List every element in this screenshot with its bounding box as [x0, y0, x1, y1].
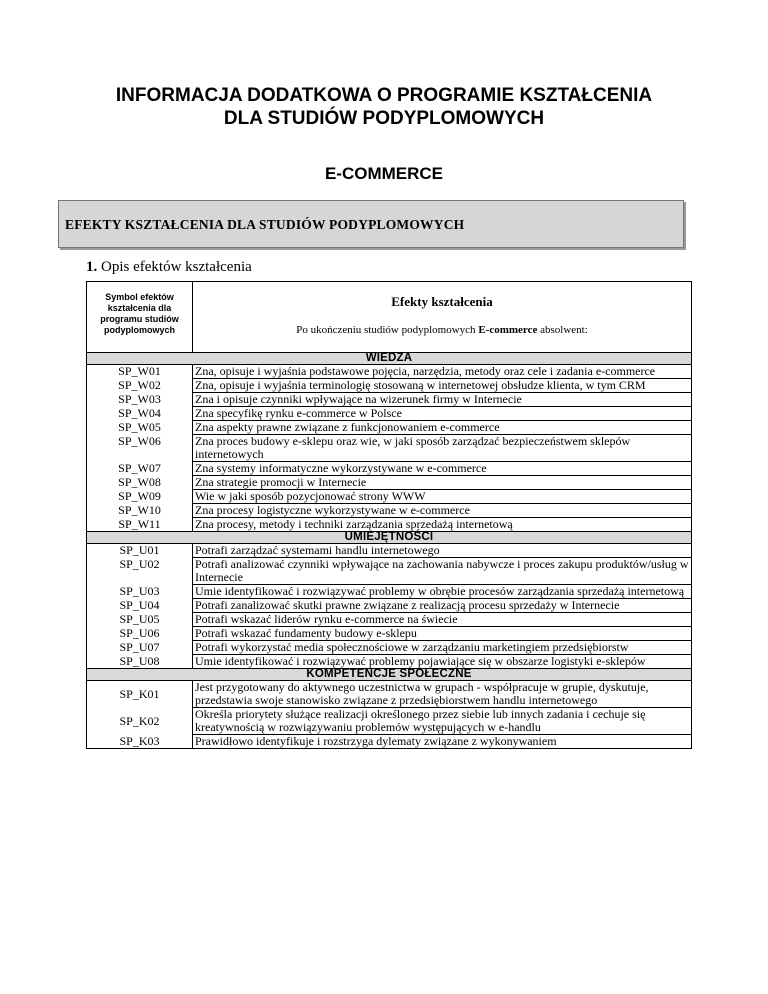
outcome-code: SP_U03	[87, 585, 193, 599]
outcome-description: Potrafi analizować czynniki wpływające na zachowania nabywcze i proces zakupu produktów/usług w Internecie	[193, 558, 692, 585]
header-symbol-cell: Symbol efektów kształcenia dla programu studiów podyplomowych	[87, 282, 193, 353]
outcome-code: SP_U01	[87, 544, 193, 558]
document-title	[0, 84, 768, 130]
outcome-code: SP_U06	[87, 627, 193, 641]
table-row	[87, 735, 692, 749]
outcome-description: Zna, opisuje i wyjaśnia podstawowe pojęcia, narzędzia, metody oraz cele i zadania e-commerce	[193, 365, 692, 379]
table-row	[87, 476, 692, 490]
category-row-wiedza	[87, 353, 692, 365]
outcome-description: Zna strategie promocji w Internecie	[193, 476, 692, 490]
outcome-description: Potrafi zanalizować skutki prawne związane z realizacją procesu sprzedaży w Internecie	[193, 599, 692, 613]
outcome-description: Prawidłowo identyfikuje i rozstrzyga dylematy związane z wykonywaniem	[193, 735, 692, 749]
table-row	[87, 393, 692, 407]
section-label	[86, 259, 252, 276]
outcome-code: SP_U07	[87, 641, 193, 655]
outcome-code: SP_W10	[87, 504, 193, 518]
title-line-2: DLA STUDIÓW PODYPLOMOWYCH	[223, 108, 545, 129]
table-row	[87, 407, 692, 421]
table-row	[87, 585, 692, 599]
header-outcomes-subtitle: Po ukończeniu studiów podyplomowych E-commerce absolwent:	[296, 324, 588, 336]
outcome-code: SP_W09	[87, 490, 193, 504]
outcome-code: SP_K01	[87, 681, 193, 708]
outcome-description: Wie w jaki sposób pozycjonować strony WWW	[193, 490, 692, 504]
learning-outcomes-table	[86, 281, 692, 749]
table-row	[87, 462, 692, 476]
outcome-code: SP_W02	[87, 379, 193, 393]
table-row	[87, 435, 692, 462]
outcome-code: SP_U02	[87, 558, 193, 585]
outcome-description: Umie identyfikować i rozwiązywać problemy pojawiające się w obszarze logistyki e-sklepów	[193, 655, 692, 669]
table-header-row	[87, 282, 692, 353]
outcome-description: Umie identyfikować i rozwiązywać problemy w obrębie procesów zarządzania sprzedażą internetową	[193, 585, 692, 599]
table-row	[87, 655, 692, 669]
section-heading-text: EFEKTY KSZTAŁCENIA DLA STUDIÓW PODYPLOMOWYCH	[65, 217, 465, 232]
outcome-code: SP_W08	[87, 476, 193, 490]
outcome-description: Zna specyfikę rynku e-commerce w Polsce	[193, 407, 692, 421]
outcome-description: Potrafi zarządzać systemami handlu internetowego	[193, 544, 692, 558]
category-row-umiejetnosci	[87, 532, 692, 544]
outcome-description: Zna aspekty prawne związane z funkcjonowaniem e-commerce	[193, 421, 692, 435]
outcome-description: Zna systemy informatyczne wykorzystywane w e-commerce	[193, 462, 692, 476]
header-outcomes-title: Efekty kształcenia	[391, 294, 493, 309]
table-row	[87, 681, 692, 708]
outcome-code: SP_W01	[87, 365, 193, 379]
outcome-description: Zna procesy, metody i techniki zarządzania sprzedażą internetową	[193, 518, 692, 532]
outcome-description: Potrafi wykorzystać media społecznościowe w zarządzaniu marketingiem przedsiębiorstw	[193, 641, 692, 655]
outcome-code: SP_W05	[87, 421, 193, 435]
outcome-code: SP_W06	[87, 435, 193, 462]
table-row	[87, 421, 692, 435]
table-row	[87, 558, 692, 585]
outcome-code: SP_W03	[87, 393, 193, 407]
table-row	[87, 490, 692, 504]
outcome-code: SP_U05	[87, 613, 193, 627]
outcome-code: SP_K02	[87, 708, 193, 735]
outcome-description: Potrafi wskazać fundamenty budowy e-sklepu	[193, 627, 692, 641]
category-row-kompetencje	[87, 669, 692, 681]
table-row	[87, 613, 692, 627]
section-number: 1.	[86, 259, 98, 275]
category-label: WIEDZA	[87, 353, 692, 365]
table-row	[87, 627, 692, 641]
category-label: KOMPETENCJE SPOŁECZNE	[87, 669, 692, 681]
table-row	[87, 641, 692, 655]
table-row	[87, 379, 692, 393]
outcome-description: Zna i opisuje czynniki wpływające na wizerunek firmy w Internecie	[193, 393, 692, 407]
outcome-code: SP_W11	[87, 518, 193, 532]
outcome-code: SP_U08	[87, 655, 193, 669]
header-outcomes-cell	[193, 282, 692, 353]
table-row	[87, 708, 692, 735]
table-row	[87, 504, 692, 518]
outcome-code: SP_W04	[87, 407, 193, 421]
outcome-description: Określa priorytety służące realizacji określonego przez siebie lub innych zadania i cechuje się kreatywnością w rozwiązywaniu problemów występujących w e-handlu	[193, 708, 692, 735]
outcome-description: Zna proces budowy e-sklepu oraz wie, w jaki sposób zarządzać bezpieczeństwem sklepów internetowych	[193, 435, 692, 462]
table-row	[87, 365, 692, 379]
outcome-description: Potrafi wskazać liderów rynku e-commerce na świecie	[193, 613, 692, 627]
category-label: UMIEJĘTNOŚCI	[87, 532, 692, 544]
outcome-code: SP_U04	[87, 599, 193, 613]
outcome-description: Zna procesy logistyczne wykorzystywane w e-commerce	[193, 504, 692, 518]
document-subtitle: E-COMMERCE	[324, 164, 444, 183]
outcome-description: Jest przygotowany do aktywnego uczestnictwa w grupach - współpracuje w grupie, dyskutuje, przedstawia swoje stanowisko związane z przedsiębiorstwem handlu internetowego	[193, 681, 692, 708]
outcome-description: Zna, opisuje i wyjaśnia terminologię stosowaną w internetowej obsłudze klienta, w tym CRM	[193, 379, 692, 393]
outcome-code: SP_K03	[87, 735, 193, 749]
section-heading-box	[58, 200, 684, 248]
table-row	[87, 518, 692, 532]
table-row	[87, 599, 692, 613]
table-row	[87, 544, 692, 558]
section-label-text: Opis efektów kształcenia	[101, 259, 252, 275]
title-line-1: INFORMACJA DODATKOWA O PROGRAMIE KSZTAŁCENIA	[115, 85, 653, 106]
outcome-code: SP_W07	[87, 462, 193, 476]
